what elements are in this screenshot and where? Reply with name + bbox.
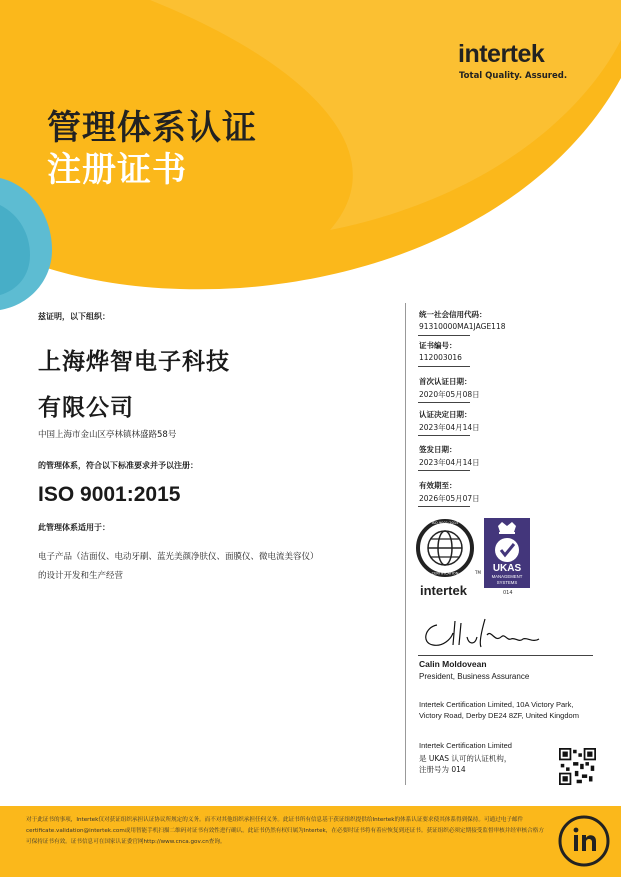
management-statement: 的管理体系，符合以下标准要求并予以注册： (38, 461, 198, 470)
field-value-credit-code: 91310000MA1JAGE118 (419, 322, 506, 331)
field-label-expiry-date: 有效期至： (419, 481, 457, 490)
field-label-decision-date: 认证决定日期： (419, 410, 472, 419)
field-divider (418, 506, 470, 507)
field-divider (418, 335, 470, 336)
signatory-name: Calin Moldovean (419, 659, 487, 669)
field-value-expiry-date: 2026年05月07日 (419, 494, 480, 503)
field-value-first-cert-date: 2020年05月08日 (419, 390, 480, 399)
iso-standard: ISO 9001:2015 (38, 483, 181, 506)
issuer-ukas-line3: 注册号为 014 (419, 765, 466, 774)
ukas-text: UKAS (492, 563, 522, 574)
footer-intertek-in-icon (556, 813, 612, 869)
field-label-cert-number: 证书编号： (419, 341, 457, 350)
intertek-certification-mark-icon (415, 518, 475, 580)
iso-ring-text: ISO 9001:2015 (431, 521, 459, 525)
field-label-credit-code: 统一社会信用代码： (419, 310, 487, 319)
company-name-line2: 有限公司 (38, 395, 134, 421)
field-divider (418, 435, 470, 436)
intertek-tagline: Total Quality. Assured. (459, 71, 568, 81)
field-value-decision-date: 2023年04月14日 (419, 423, 480, 432)
issuer-address: Intertek Certification Limited, 10A Victory Park, Victory Road, Derby DE24 8ZF, United Kingdom (419, 700, 579, 720)
signatory-title: President, Business Assurance (419, 672, 530, 681)
scope-line2: 的设计开发和生产经营 (38, 571, 124, 581)
qr-code-icon[interactable] (559, 748, 596, 785)
certificate-title-line1: 管理体系认证 (47, 108, 257, 148)
column-divider (405, 303, 406, 785)
ukas-mark-icon (484, 518, 530, 590)
field-value-cert-number: 112003016 (419, 353, 462, 362)
signature-line (418, 655, 593, 656)
issuer-ukas-line1: Intertek Certification Limited (419, 741, 512, 750)
field-label-first-cert-date: 首次认证日期： (419, 377, 472, 386)
intertek-logo: intertek (458, 40, 545, 68)
field-label-issue-date: 签发日期： (419, 445, 457, 454)
company-name-line1: 上海烨智电子科技 (38, 349, 230, 375)
field-divider (418, 470, 470, 471)
field-divider (418, 402, 470, 403)
company-address: 中国上海市金山区亭林镇林盛路58号 (38, 430, 177, 440)
scope-line1: 电子产品（洁面仪、电动牙刷、蓝光美颜净肤仪、面膜仪、微电流美容仪） (38, 552, 319, 562)
footer-disclaimer: 对于此证书的事项，Intertek仅对获证组织承担认证协议所规定的义务。而不对其他组织承担任何义务。此证书所有信息基于获证组织提供给Intertek的体系认证要求使其体系得到保持。可通过电子邮件certificate.validation@intertek.com或用智能手机扫描二维码对证书有效性进行确认。此证书仍然有权归属为Intertek，在必要时证书将有着应恢复到还证书。获证组织必须定期接受监督审核并经审核合格方可保持证书有效。证书信息可在国家认证委官网http://www.cnca.gov.cn查询。 (26, 817, 544, 845)
certification-ring-text: CERTIFICATION (431, 571, 459, 576)
certificate-title-line2: 注册证书 (47, 150, 187, 190)
field-value-issue-date: 2023年04月14日 (419, 458, 480, 467)
signature-image (415, 615, 555, 653)
ukas-sub1: MANAGEMENT (491, 574, 523, 579)
intertek-mark-label: intertek (420, 583, 467, 598)
trademark-label: TM (475, 570, 481, 575)
ukas-sub2: SYSTEMS (496, 580, 518, 585)
field-divider (418, 366, 470, 367)
scope-label: 此管理体系适用于： (38, 523, 110, 532)
intro-text: 兹证明，以下组织： (38, 312, 110, 321)
issuer-ukas-line2: 是 UKAS 认可的认证机构， (419, 754, 512, 763)
ukas-number: 014 (503, 590, 513, 596)
